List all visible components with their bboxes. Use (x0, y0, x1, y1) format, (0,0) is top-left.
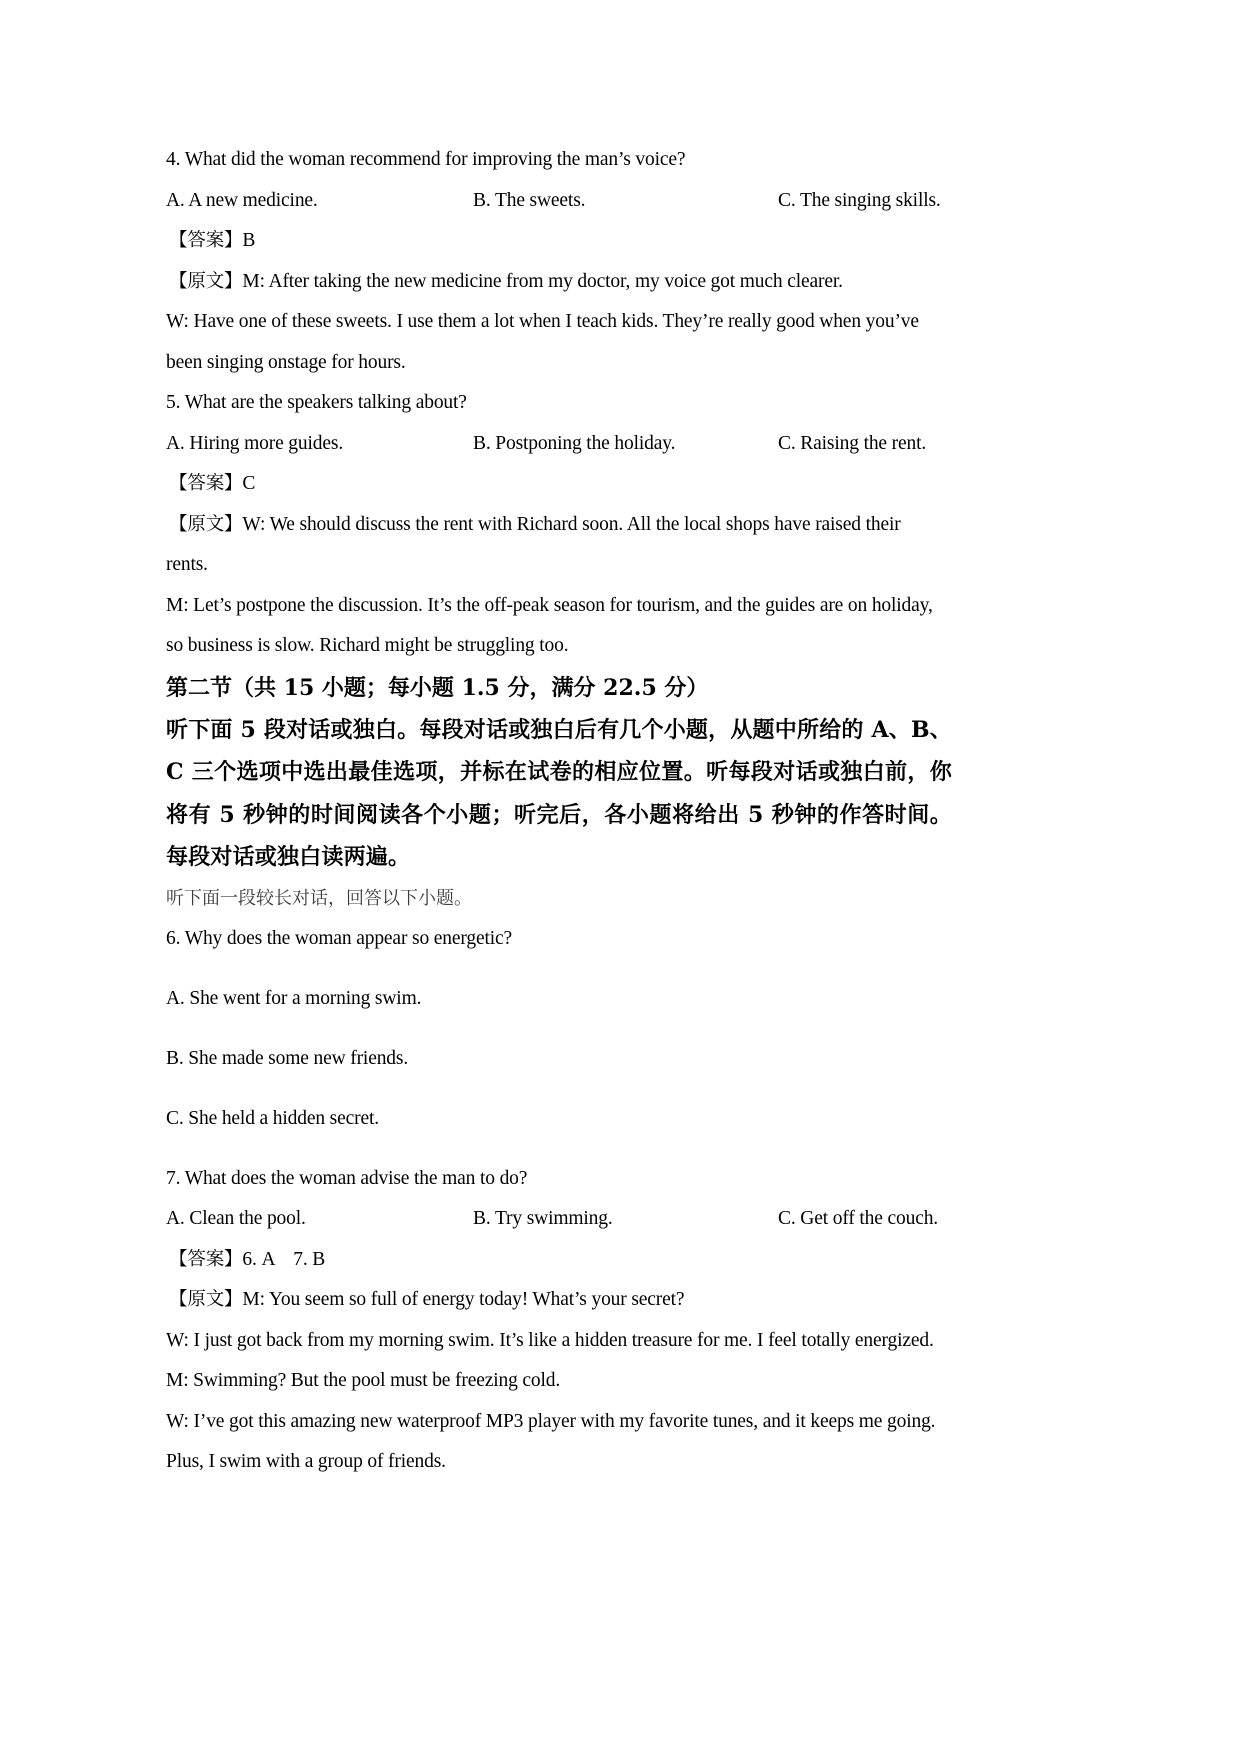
question-5-script-line-1: W: We should discuss the rent with Richard soon. All the local shops have raised their (242, 513, 901, 535)
question-6-7-script-line-3: M: Swimming? But the pool must be freezing cold. (166, 1370, 561, 1391)
question-7-option-a: A. Clean the pool. (166, 1208, 306, 1229)
question-5-option-a: A. Hiring more guides. (166, 432, 344, 454)
section-two-sub-note: 听下面一段较长对话，回答以下小题。 (166, 887, 472, 909)
answer-marker: 【答案】 (169, 1248, 243, 1270)
question-6-option-c: C. She held a hidden secret. (166, 1107, 379, 1129)
answer-marker: 【答案】 (169, 473, 243, 494)
answer-marker: 【答案】 (169, 230, 243, 251)
question-4-option-b: B. The sweets. (473, 189, 586, 211)
question-6-7-script-row (166, 1280, 952, 1321)
question-7-option-c: C. Get off the couch. (778, 1208, 939, 1229)
question-4-stem: 4. What did the woman recommend for improving the man’s voice? (166, 149, 686, 170)
section-two-heading: 第二节（共 15 小题；每小题 1.5 分，满分 22.5 分） (166, 674, 709, 701)
question-6-7-script-line-1: M: You seem so full of energy today! What’s your secret? (242, 1289, 685, 1310)
question-6-option-b: B. She made some new friends. (166, 1047, 409, 1069)
question-6-7-script-line-4: W: I’ve got this amazing new waterproof MP3 player with my favorite tunes, and it keeps me going. (166, 1410, 936, 1432)
question-6-7-script-line-5: Plus, I swim with a group of friends. (166, 1451, 446, 1472)
script-marker: 【原文】 (169, 513, 243, 535)
question-4-answer-value: B (242, 230, 256, 251)
question-5-script-row (166, 505, 952, 546)
question-7-option-b: B. Try swimming. (473, 1208, 613, 1229)
question-7-stem: 7. What does the woman advise the man to do? (166, 1167, 528, 1189)
question-6-7-answer-value: 6. A 7. B (242, 1248, 326, 1270)
question-5-options (166, 424, 952, 465)
question-5-script-line-3: M: Let’s postpone the discussion. It’s the off-peak season for tourism, and the guides are on holiday, (166, 594, 933, 616)
question-5-answer-value: C (242, 473, 256, 494)
question-5-answer-row (166, 464, 952, 505)
question-7-options (166, 1199, 952, 1240)
question-4-script-line-2: W: Have one of these sweets. I use them a lot when I teach kids. They’re really good when you’ve (166, 311, 919, 332)
question-4-options (166, 181, 952, 222)
question-4-script-line-3: been singing onstage for hours. (166, 351, 406, 373)
question-6-7-script-line-2: W: I just got back from my morning swim. It’s like a hidden treasure for me. I feel totally energized. (166, 1329, 934, 1351)
question-5-script-line-2: rents. (166, 554, 208, 575)
script-marker: 【原文】 (169, 270, 243, 292)
question-4-option-c: C. The singing skills. (778, 189, 941, 211)
question-6-7-answer-row (166, 1240, 952, 1281)
question-4-script-line-1: M: After taking the new medicine from my doctor, my voice got much clearer. (242, 270, 843, 292)
question-6-stem: 6. Why does the woman appear so energetic? (166, 927, 513, 949)
question-4-option-a: A. A new medicine. (166, 189, 318, 211)
question-4-answer-row (166, 221, 952, 262)
question-6-option-a: A. She went for a morning swim. (166, 987, 422, 1009)
question-5-option-b: B. Postponing the holiday. (473, 432, 676, 454)
question-4-script-row (166, 262, 952, 303)
question-5-option-c: C. Raising the rent. (778, 432, 927, 454)
question-5-stem: 5. What are the speakers talking about? (166, 392, 467, 413)
section-two-instructions: 听下面 5 段对话或独白。每段对话或独白后有几个小题，从题中所给的 A、B、C 三个选项中选出最佳选项，并标在试卷的相应位置。听每段对话或独白前，你将有 5 秒钟的时间阅读各个小题；听完后，各小题将给出 5 秒钟的作答时间。每段对话或独白读两遍。 (166, 716, 952, 870)
question-5-script-line-4: so business is slow. Richard might be struggling too. (166, 635, 569, 656)
script-marker: 【原文】 (169, 1289, 243, 1310)
page-content (166, 140, 952, 1483)
